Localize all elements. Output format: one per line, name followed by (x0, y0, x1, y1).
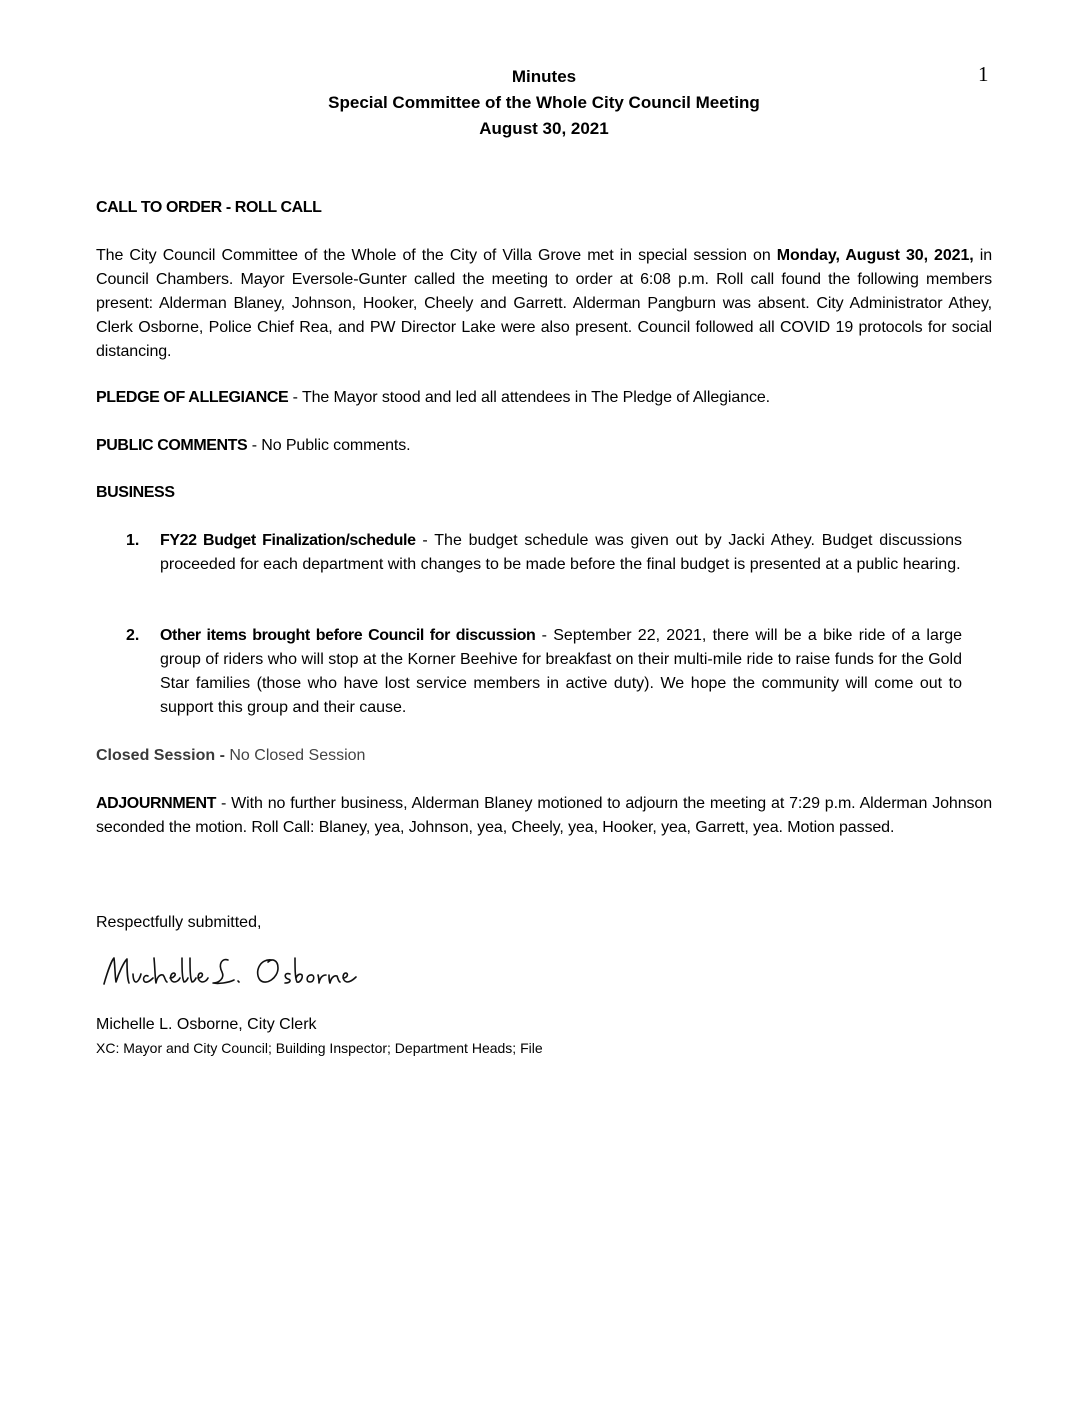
call-to-order-text-after: in Council Chambers. Mayor Eversole-Gunter called the meeting to order at 6:08 p.m. Roll call found the following members present: Alderman Blaney, Johnson, Hooker, Cheely and Garrett. Alderman Pangburn was absent. City Administrator Athey, Clerk Osborne, Police Chief Rea, and PW Director Lake were also present. Council followed all COVID 19 protocols for social distancing. (96, 247, 993, 360)
list-item-number: 2. (126, 627, 140, 644)
page-number: 1 (978, 62, 989, 86)
pledge-paragraph (96, 386, 992, 410)
list-item (126, 529, 962, 577)
adjournment-heading: ADJOURNMENT (96, 795, 217, 812)
list-item-title: Other items brought before Council for discussion (160, 627, 536, 644)
list-item-title: FY22 Budget Finalization/schedule (160, 532, 416, 549)
header-meeting-name: Special Committee of the Whole City Council Meeting (328, 93, 760, 112)
business-heading: BUSINESS (96, 484, 175, 501)
distribution-list: XC: Mayor and City Council; Building Inspector; Department Heads; File (96, 1040, 543, 1056)
list-item-number: 1. (126, 532, 140, 549)
signer-name-title: Michelle L. Osborne, City Clerk (96, 1016, 317, 1033)
public-comments-paragraph (96, 434, 992, 458)
list-item-text: - September 22, 2021, there will be a bike ride of a large group of riders who will stop at the Korner Beehive for breakfast on their multi-mile ride to raise funds for the Gold Star families (those who have lost service members in active duty). We hope the community will come out to support this group and their cause. (160, 627, 963, 716)
closing-line: Respectfully submitted, (96, 914, 262, 931)
call-to-order-date: Monday, August 30, 2021, (776, 247, 974, 264)
public-comments-heading: PUBLIC COMMENTS (96, 437, 248, 454)
adjournment-paragraph (96, 792, 992, 840)
public-comments-text: - No Public comments. (247, 437, 411, 454)
list-item (126, 624, 962, 720)
closed-session-text: No Closed Session (224, 747, 366, 764)
closed-session-paragraph (96, 744, 365, 768)
pledge-heading: PLEDGE OF ALLEGIANCE (96, 389, 289, 406)
header-date: August 30, 2021 (479, 119, 609, 138)
call-to-order-text-before: The City Council Committee of the Whole of the City of Villa Grove met in special session on (96, 247, 777, 264)
adjournment-text: - With no further business, Alderman Blaney motioned to adjourn the meeting at 7:29 p.m. Alderman Johnson seconded the motion. Roll Call: Blaney, yea, Johnson, yea, Cheely, yea, Hooker, yea, Garrett, yea. Motion passed. (96, 795, 992, 836)
list-item-body (160, 529, 962, 577)
signature-image (100, 950, 360, 1000)
call-to-order-paragraph (96, 244, 992, 364)
list-item-body (160, 624, 962, 720)
document-header (0, 64, 1088, 142)
closed-session-heading: Closed Session - (96, 747, 225, 764)
pledge-text: - The Mayor stood and led all attendees in The Pledge of Allegiance. (288, 389, 771, 406)
header-title: Minutes (511, 67, 577, 86)
call-to-order-heading: CALL TO ORDER - ROLL CALL (96, 199, 322, 216)
list-item-text: - The budget schedule was given out by Jacki Athey. Budget discussions proceeded for each department with changes to be made before the final budget is presented at a public hearing. (160, 532, 963, 573)
